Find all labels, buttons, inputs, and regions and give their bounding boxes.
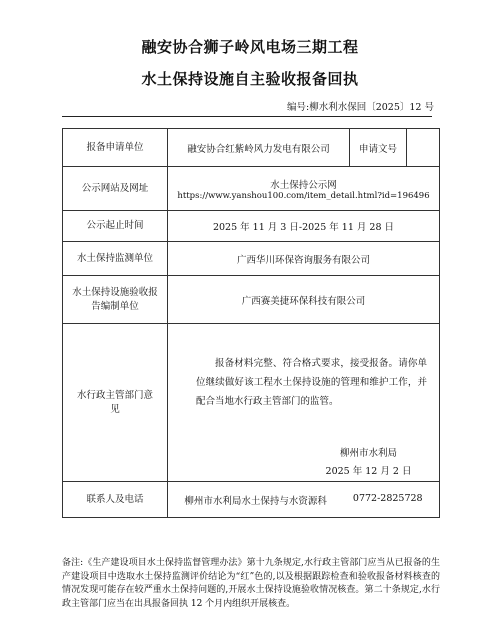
- contact-dept: 柳州市水利局水土保持与水资源科: [184, 495, 327, 507]
- document-title-line2: 水土保持设施自主验收报备回执: [141, 70, 359, 88]
- application-doc-label: 申请文号: [350, 129, 407, 167]
- public-site-name: 水土保持公示网: [270, 179, 337, 191]
- monitoring-unit-value: 广西华川环保咨询服务有限公司: [168, 242, 440, 276]
- table-row: [63, 167, 440, 211]
- opinion-date: 2025 年 12 月 2 日: [325, 466, 412, 477]
- applicant-value: 融安协合红紫岭风力发电有限公司: [168, 129, 350, 167]
- table-row: [63, 242, 440, 276]
- opinion-cell: [168, 324, 440, 482]
- table-row: [63, 482, 440, 518]
- opinion-label: 水行政主管部门意见: [63, 324, 168, 482]
- monitoring-unit-label: 水土保持监测单位: [63, 242, 168, 276]
- applicant-label: 报备申请单位: [63, 129, 168, 167]
- report-unit-label: 水土保持设施验收报告编制单位: [63, 276, 168, 324]
- public-period-value: 2025 年 11 月 3 日-2025 年 11 月 28 日: [168, 211, 440, 242]
- public-site-url: https://www.yanshou100.com/item_detail.html?id=196496: [177, 190, 430, 201]
- public-site-label: 公示网站及网址: [63, 167, 168, 211]
- public-period-label: 公示起止时间: [63, 211, 168, 242]
- public-site-cell: [168, 167, 440, 211]
- contact-phone: 0772-2825728: [352, 492, 423, 504]
- table-row: [63, 276, 440, 324]
- contact-cell: [168, 482, 440, 518]
- report-unit-value: 广西赛美捷环保科技有限公司: [168, 276, 440, 324]
- table-row: [63, 324, 440, 482]
- table-row: [63, 129, 440, 167]
- receipt-table: [62, 128, 440, 518]
- remarks-note: 备注:《生产建设项目水土保持监督管理办法》第十九条规定,水行政主管部门应当从已报备的生产建设项目中选取水土保持监测评价结论为“红”色的,以及根据跟踪检查和验收报备材料核查的情况发现可能存在较严重水土保持问题的,开展水土保持设施验收情况核查。第二十条规定,水行政主管部门应当在出具报备回执 12 个月内组织开展核查。: [62, 558, 440, 609]
- document-title-line1: 融安协合狮子岭风电场三期工程: [141, 38, 359, 56]
- opinion-signer: 柳州市水利局: [339, 448, 397, 459]
- table-row: [63, 211, 440, 242]
- opinion-signature: [168, 445, 439, 481]
- document-number: 编号:柳水利水保回〔2025〕12 号: [287, 102, 434, 113]
- contact-label: 联系人及电话: [63, 482, 168, 518]
- application-doc-value: [407, 129, 440, 167]
- header-divider: [62, 116, 432, 117]
- opinion-text: 报备材料完整、符合格式要求，接受报备。请你单位继续做好该工程水土保持设施的管理和维护工作，并配合当地水行政主管部门的监管。: [196, 358, 427, 407]
